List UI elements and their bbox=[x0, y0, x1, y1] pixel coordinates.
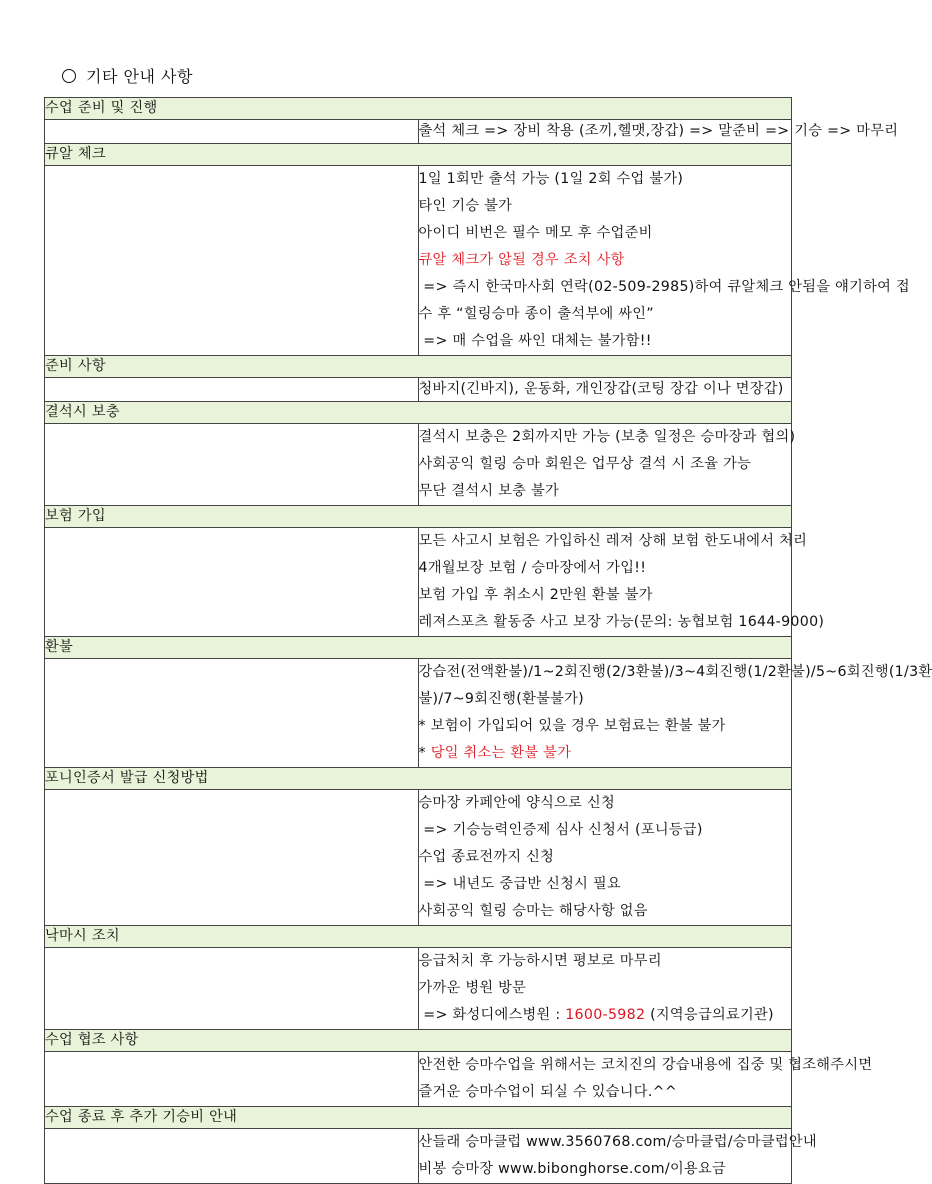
section-body-row bbox=[45, 378, 792, 402]
info-line bbox=[419, 478, 792, 505]
section-header-row bbox=[45, 506, 792, 528]
info-line bbox=[419, 328, 792, 355]
line-text: 1일 1회만 출석 가능 (1일 2회 수업 불가) bbox=[419, 171, 684, 187]
info-line bbox=[419, 713, 792, 740]
line-text: 응급처치 후 가능하시면 평보로 마무리 bbox=[419, 953, 662, 969]
line-text: 수업 종료전까지 신청 bbox=[419, 849, 555, 865]
section-header-row bbox=[45, 637, 792, 659]
section-header: 낙마시 조치 bbox=[45, 926, 792, 948]
section-header-row bbox=[45, 926, 792, 948]
info-line bbox=[419, 1002, 792, 1029]
info-line bbox=[419, 948, 792, 975]
line-suffix: (지역응급의료기관) bbox=[645, 1007, 774, 1023]
info-line bbox=[419, 120, 792, 143]
section-body bbox=[418, 948, 792, 1030]
info-line bbox=[419, 609, 792, 636]
section-body bbox=[418, 120, 792, 144]
line-highlight: 1600-5982 bbox=[565, 1007, 645, 1023]
section-header: 결석시 보충 bbox=[45, 402, 792, 424]
section-header-row bbox=[45, 1107, 792, 1129]
line-prefix: * bbox=[419, 745, 431, 761]
line-text: 수 후 “힐링승마 종이 출석부에 싸인” bbox=[419, 306, 654, 322]
info-line bbox=[419, 301, 792, 328]
info-line bbox=[419, 1079, 792, 1106]
section-body-row bbox=[45, 948, 792, 1030]
section-header-row bbox=[45, 1030, 792, 1052]
blank-cell bbox=[45, 1052, 419, 1107]
info-line bbox=[419, 817, 792, 844]
line-text: 사회공익 힐링 승마 회원은 업무상 결석 시 조율 가능 bbox=[419, 456, 752, 472]
line-text: 무단 결석시 보충 불가 bbox=[419, 483, 559, 499]
section-body-row bbox=[45, 166, 792, 356]
info-line bbox=[419, 555, 792, 582]
section-body bbox=[418, 1129, 792, 1184]
info-line bbox=[419, 844, 792, 871]
blank-cell bbox=[45, 424, 419, 506]
section-header-row bbox=[45, 768, 792, 790]
info-line bbox=[419, 686, 792, 713]
info-line bbox=[419, 582, 792, 609]
info-line bbox=[419, 424, 792, 451]
info-line bbox=[419, 1156, 792, 1183]
section-body-row bbox=[45, 1129, 792, 1184]
section-header: 포니인증서 발급 신청방법 bbox=[45, 768, 792, 790]
line-text: => 매 수업을 싸인 대체는 불가함!! bbox=[419, 333, 652, 349]
info-line bbox=[419, 1129, 792, 1156]
line-prefix: => 화성디에스병원 : bbox=[419, 1007, 566, 1023]
info-line bbox=[419, 247, 792, 274]
line-text: 타인 기승 불가 bbox=[419, 198, 513, 214]
line-text: 모든 사고시 보험은 가입하신 레져 상해 보험 한도내에서 처리 bbox=[419, 533, 808, 549]
info-line bbox=[419, 274, 792, 301]
section-header: 수업 준비 및 진행 bbox=[45, 98, 792, 120]
section-body-row bbox=[45, 424, 792, 506]
info-line bbox=[419, 193, 792, 220]
line-text: 청바지(긴바지), 운동화, 개인장갑(코팅 장갑 이나 면장갑) bbox=[419, 381, 784, 397]
line-text: 가까운 병원 방문 bbox=[419, 980, 527, 996]
line-text: 결석시 보충은 2회까지만 가능 (보충 일정은 승마장과 협의) bbox=[419, 429, 796, 445]
info-line bbox=[419, 898, 792, 925]
line-text: 레져스포츠 활동중 사고 보장 가능(문의: 농협보험 1644-9000) bbox=[419, 614, 825, 630]
line-text: 승마장 카페안에 양식으로 신청 bbox=[419, 795, 616, 811]
line-text: * 보험이 가입되어 있을 경우 보험료는 환불 불가 bbox=[419, 718, 726, 734]
line-text: 즐거운 승마수업이 되실 수 있습니다.^^ bbox=[419, 1084, 678, 1100]
section-header-row bbox=[45, 98, 792, 120]
info-line bbox=[419, 975, 792, 1002]
section-header: 준비 사항 bbox=[45, 356, 792, 378]
section-body bbox=[418, 790, 792, 926]
line-text: 비봉 승마장 www.bibonghorse.com/이용요금 bbox=[419, 1161, 727, 1177]
section-body bbox=[418, 528, 792, 637]
section-body-row bbox=[45, 790, 792, 926]
line-text: => 즉시 한국마사회 연락(02-509-2985)하여 큐알체크 안됨을 얘기하여 접 bbox=[419, 279, 910, 295]
section-header-row bbox=[45, 144, 792, 166]
info-line bbox=[419, 378, 792, 401]
info-table bbox=[44, 97, 792, 1184]
section-body bbox=[418, 1052, 792, 1107]
blank-cell bbox=[45, 948, 419, 1030]
line-text: => 내년도 중급반 신청시 필요 bbox=[419, 876, 621, 892]
info-line bbox=[419, 220, 792, 247]
info-line bbox=[419, 871, 792, 898]
line-text: 아이디 비번은 필수 메모 후 수업준비 bbox=[419, 225, 653, 241]
line-text: 강습전(전액환불)/1~2회진행(2/3환불)/3~4회진행(1/2환불)/5~6회진행(1/3환 bbox=[419, 664, 932, 680]
info-line bbox=[419, 790, 792, 817]
section-body bbox=[418, 378, 792, 402]
section-header: 환불 bbox=[45, 637, 792, 659]
line-text: 큐알 체크가 않될 경우 조치 사항 bbox=[419, 252, 625, 268]
line-text: 안전한 승마수업을 위해서는 코치진의 강습내용에 집중 및 협조해주시면 bbox=[419, 1057, 873, 1073]
info-line bbox=[419, 1052, 792, 1079]
blank-cell bbox=[45, 1129, 419, 1184]
page-title bbox=[62, 64, 193, 87]
section-header-row bbox=[45, 356, 792, 378]
blank-cell bbox=[45, 528, 419, 637]
section-body-row bbox=[45, 659, 792, 768]
line-text: 산들래 승마클럽 www.3560768.com/승마클럽/승마클럽안내 bbox=[419, 1134, 817, 1150]
blank-cell bbox=[45, 120, 419, 144]
section-header: 수업 종료 후 추가 기승비 안내 bbox=[45, 1107, 792, 1129]
info-line bbox=[419, 166, 792, 193]
line-text: 4개월보장 보험 / 승마장에서 가입!! bbox=[419, 560, 647, 576]
section-header: 큐알 체크 bbox=[45, 144, 792, 166]
info-line bbox=[419, 659, 792, 686]
line-text: 보험 가입 후 취소시 2만원 환불 불가 bbox=[419, 587, 653, 603]
section-body-row bbox=[45, 120, 792, 144]
line-text: 불)/7~9회진행(환불불가) bbox=[419, 691, 584, 707]
section-body bbox=[418, 166, 792, 356]
section-body bbox=[418, 424, 792, 506]
info-line bbox=[419, 451, 792, 478]
blank-cell bbox=[45, 378, 419, 402]
section-body-row bbox=[45, 528, 792, 637]
section-header-row bbox=[45, 402, 792, 424]
section-header: 보험 가입 bbox=[45, 506, 792, 528]
blank-cell bbox=[45, 790, 419, 926]
line-text: 출석 체크 => 장비 착용 (조끼,헬맷,장갑) => 말준비 => 기승 => 마무리 bbox=[419, 123, 899, 139]
page-title-text: 기타 안내 사항 bbox=[86, 67, 193, 86]
line-text: 당일 취소는 환불 불가 bbox=[431, 745, 571, 761]
info-line bbox=[419, 528, 792, 555]
circle-bullet-icon bbox=[62, 69, 76, 83]
section-body-row bbox=[45, 1052, 792, 1107]
line-text: => 기승능력인증제 심사 신청서 (포니등급) bbox=[419, 822, 703, 838]
blank-cell bbox=[45, 166, 419, 356]
section-header: 수업 협조 사항 bbox=[45, 1030, 792, 1052]
line-text: 사회공익 힐링 승마는 해당사항 없음 bbox=[419, 903, 648, 919]
info-line bbox=[419, 740, 792, 767]
blank-cell bbox=[45, 659, 419, 768]
section-body bbox=[418, 659, 792, 768]
